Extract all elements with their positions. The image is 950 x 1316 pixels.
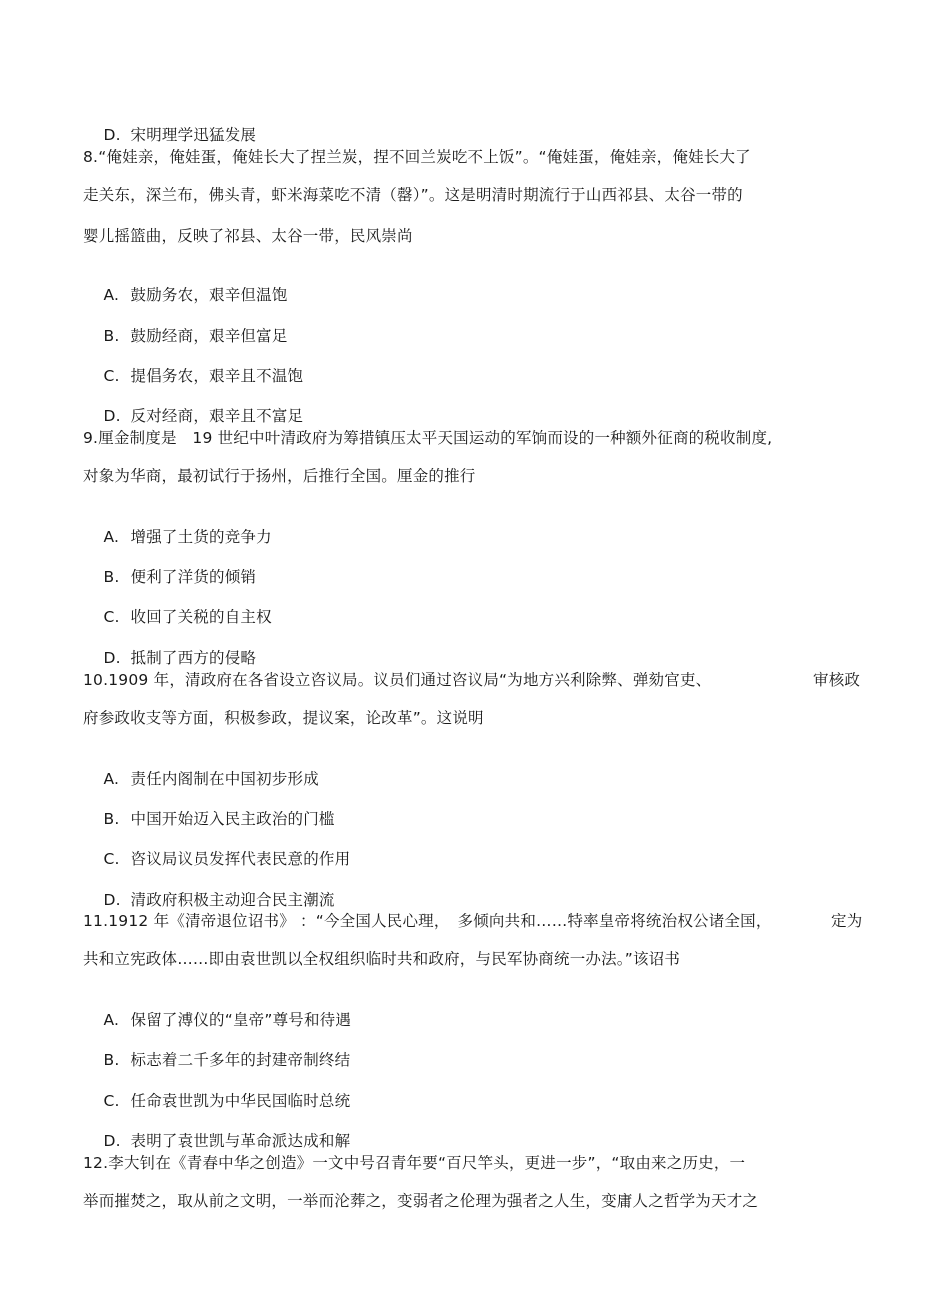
option-letter: D.	[103, 649, 121, 667]
option-text: 标志着二千多年的封建帝制终结	[130, 1051, 351, 1069]
option-letter: A.	[103, 770, 120, 788]
option-text: 保留了溥仪的“皇帝”尊号和待遇	[130, 1011, 352, 1029]
q10-stem-line-2: 府参政收支等方面，积极参政，提议案，论改革”。这说明	[83, 709, 484, 727]
option-text: 鼓励务农，艰辛但温饱	[130, 286, 288, 304]
option-letter: D.	[103, 126, 121, 144]
q12-stem-line-2: 举而摧焚之，取从前之文明，一举而沦葬之，变弱者之伦理为强者之人生，变庸人之哲学为天才之	[83, 1192, 759, 1210]
q9-stem-line-1: 9.厘金制度是 19 世纪中叶清政府为筹措镇压太平天国运动的军饷而设的一种额外征商的税收制度,	[83, 429, 773, 447]
option-text: 表明了袁世凯与革命派达成和解	[130, 1132, 351, 1150]
option-letter: C.	[103, 850, 120, 868]
option-text: 便利了洋货的倾销	[130, 568, 257, 586]
option-text: 收回了关税的自主权	[130, 608, 272, 626]
option-letter: C.	[103, 608, 120, 626]
option-text: 反对经商，艰辛且不富足	[130, 407, 304, 425]
q11-stem-line-1-tail: 定为	[831, 912, 863, 930]
option-letter: C.	[103, 1092, 120, 1110]
option-text: 宋明理学迅猛发展	[130, 126, 257, 144]
q8-stem-line-1: 8.“俺娃亲，俺娃蛋，俺娃长大了捏兰炭，捏不回兰炭吃不上饭”。“俺娃蛋，俺娃亲，俺娃长大了	[83, 148, 751, 166]
option-letter: D.	[103, 891, 121, 909]
option-letter: B.	[103, 568, 120, 586]
q10-stem-line-1-tail: 审核政	[813, 671, 861, 689]
option-text: 抵制了西方的侵略	[130, 649, 257, 667]
option-text: 责任内阁制在中国初步形成	[130, 770, 319, 788]
option-text: 清政府积极主动迎合民主潮流	[130, 891, 335, 909]
q9-stem-line-2: 对象为华商，最初试行于扬州，后推行全国。厘金的推行	[83, 467, 476, 485]
option-letter: A.	[103, 528, 120, 546]
q11-stem-line-2: 共和立宪政体……即由袁世凯以全权组织临时共和政府，与民军协商统一办法。”该诏书	[83, 950, 681, 968]
q11-stem-line-1: 11.1912 年《清帝退位诏书》 ：“今全国人民心理， 多倾向共和……特率皇帝将统治权公诸全国，	[83, 912, 772, 930]
option-letter: A.	[103, 1011, 120, 1029]
q8-stem-line-2: 走关东，深兰布，佛头青，虾米海菜吃不清（罄）”。这是明清时期流行于山西祁县、太谷一带的	[83, 186, 743, 204]
option-letter: D.	[103, 1132, 121, 1150]
option-text: 中国开始迈入民主政治的门槛	[130, 810, 335, 828]
q8-stem-line-3: 婴儿摇篮曲，反映了祁县、太谷一带，民风崇尚	[83, 227, 413, 245]
option-text: 鼓励经商，艰辛但富足	[130, 327, 288, 345]
option-letter: D.	[103, 407, 121, 425]
option-letter: B.	[103, 810, 120, 828]
option-letter: A.	[103, 286, 120, 304]
q12-stem-line-1: 12.李大钊在《青春中华之创造》一文中号召青年要“百尺竿头，更进一步”，“取由来之历史，一	[83, 1154, 746, 1172]
q10-stem-line-1: 10.1909 年，清政府在各省设立咨议局。议员们通过咨议局“为地方兴利除弊、弹劾官吏、	[83, 671, 712, 689]
option-text: 任命袁世凯为中华民国临时总统	[130, 1092, 351, 1110]
option-letter: B.	[103, 1051, 120, 1069]
option-letter: B.	[103, 327, 120, 345]
option-text: 提倡务农，艰辛且不温饱	[130, 367, 304, 385]
option-text: 增强了土货的竞争力	[130, 528, 272, 546]
option-letter: C.	[103, 367, 120, 385]
option-text: 咨议局议员发挥代表民意的作用	[130, 850, 351, 868]
